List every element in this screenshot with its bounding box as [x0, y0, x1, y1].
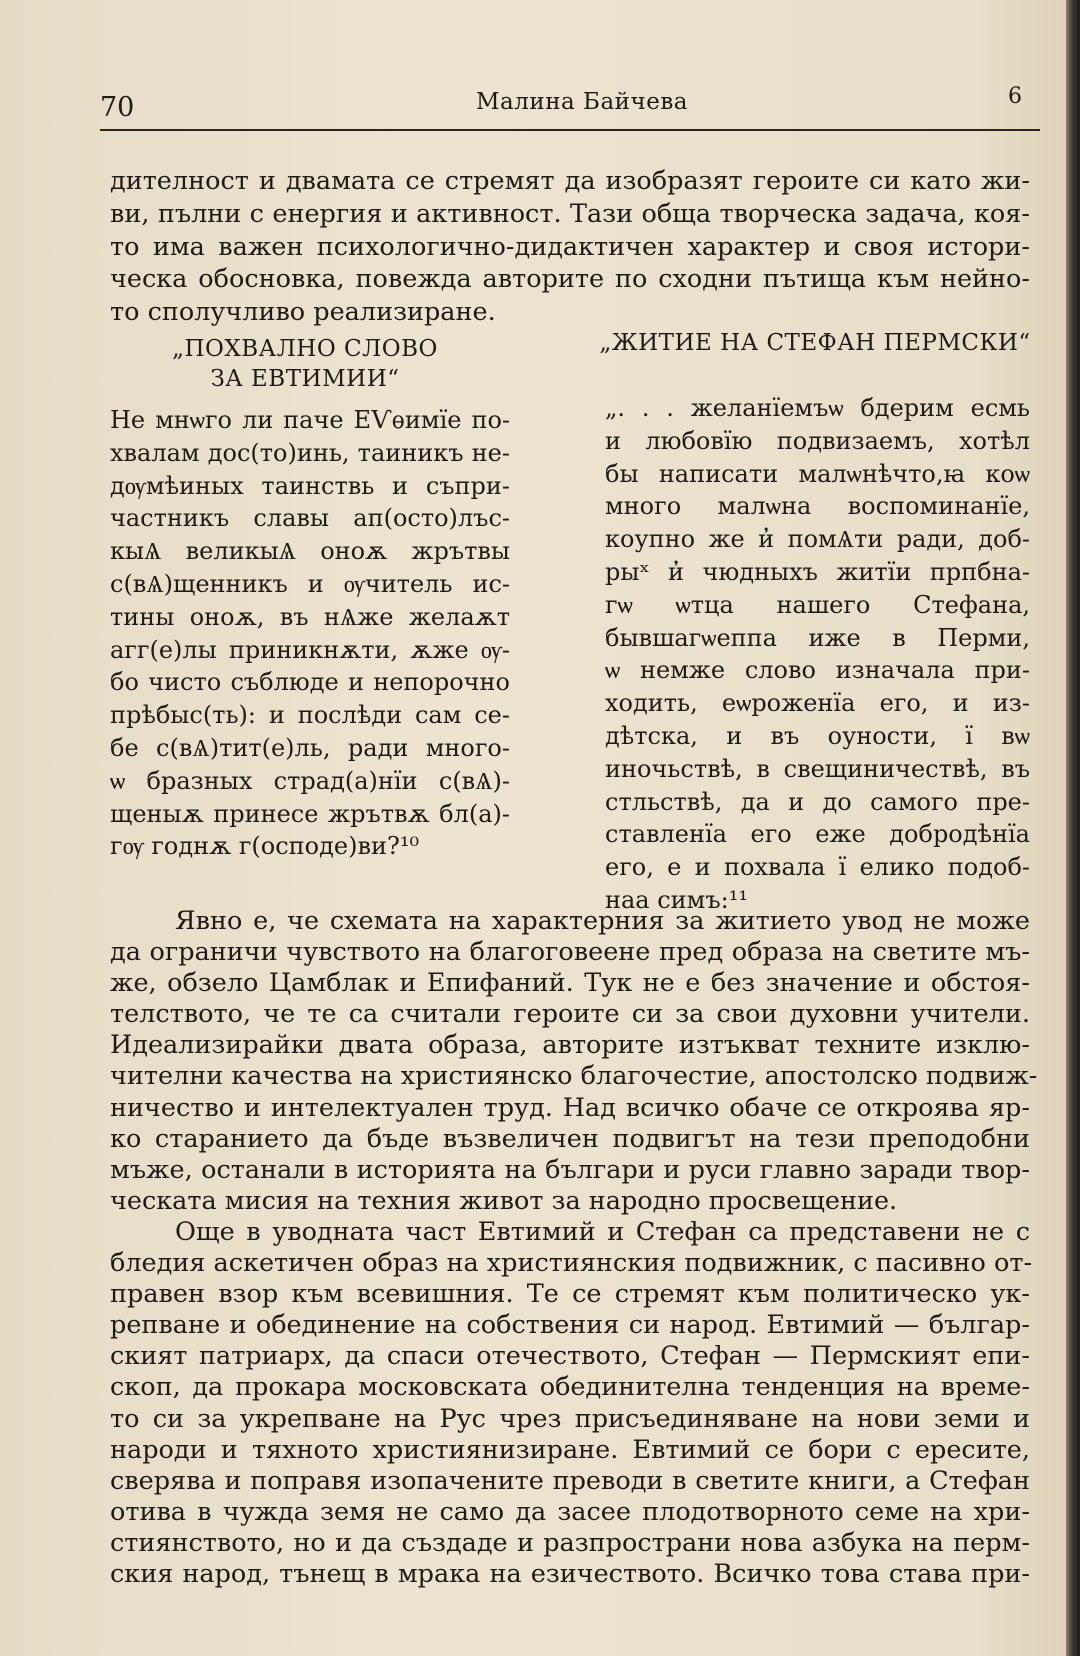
quote-line: стльствѣ, да и до самого пре-	[605, 787, 1030, 816]
text-line: телството, че те са считали героите си за свои духовни учители.	[110, 999, 1030, 1030]
quote-line: бо чисто съблюде и непорочно	[110, 668, 510, 697]
text-line: ко старанието да бъде възвеличен подвигът на тези преподобни	[110, 1123, 1030, 1154]
quote-line: дѹмѣиных таинствь и съпри-	[110, 471, 510, 500]
quote-line: ѡ немже слово изначала при-	[605, 656, 1030, 685]
text-line: ският патриарх, да спаси отечеството, Стефан — Пермският епи-	[110, 1341, 1030, 1372]
text-line: Идеализирайки двата образа, авторите изтъкват техните изклю-	[110, 1030, 1030, 1061]
quote-line: частникъ славы ап(осто)лъс-	[110, 504, 510, 533]
text-line: бледия аскетичен образ на християнския подвижник, с пасивно от-	[110, 1248, 1033, 1279]
quote-line: бы написати малѡнѣчто,ꙗ коѡ	[605, 459, 1030, 488]
running-head: Малина Байчева	[476, 89, 688, 115]
right-column-title	[595, 328, 1035, 358]
right-column-quote	[605, 392, 1030, 917]
quote-line: и любовїю подвизаемъ, хотѣл	[605, 426, 1030, 455]
text-line: же, обзело Цамблак и Епифаний. Тук не е без значение и обстоя-	[110, 968, 1030, 999]
quote-line: щеныѫ принесе жрътвѫ бл(а)-	[110, 799, 510, 828]
quote-line: агг(е)лы приникнѫти, ѫже ѹ-	[110, 635, 510, 664]
quote-line: тины оноѫ, въ нѦже желаѫт	[110, 602, 510, 631]
text-line: да ограничи чувството на благоговеене пред образа на светите мъ-	[110, 937, 1030, 968]
text-line: то си за укрепване на Рус чрез присъединяване на нови земи и	[110, 1403, 1030, 1434]
text-line: чителни качества на християнско благочестие, апостолско подвиж-	[110, 1061, 1038, 1092]
left-column-quote	[110, 404, 510, 863]
text-line: то сполучливо реализиране.	[110, 297, 496, 328]
text-line: Явно е, че схемата на характерния за житието увод не може	[175, 906, 1030, 936]
text-line: стиянството, но и да създаде и разпространи нова азбука на перм-	[110, 1527, 1030, 1558]
text-line: скоп, да прокара московската обединителна тенденция на време-	[110, 1372, 1030, 1403]
body-text	[110, 906, 1038, 1590]
text-line: мъже, останали в историята на българи и руси главно заради твор-	[110, 1154, 1030, 1185]
text-line: сверява и поправя изопачените преводи в светите книги, а Стефан	[110, 1465, 1030, 1496]
text-line: Още в уводната част Евтимий и Стефан са представени не с	[175, 1216, 1030, 1247]
quote-line: хвалам дос(то)инь, таиникъ не-	[110, 438, 510, 467]
page-number: 70	[100, 92, 135, 123]
quote-line: много малѡна воспоминанїе,	[605, 492, 1030, 521]
title-line: ЗА ЕВТИМИИ“	[210, 366, 400, 392]
text-line: ви, пълни с енергия и активност. Тази обща творческа задача, коя-	[110, 198, 1030, 229]
quote-line: коупно же и̓ помѦти ради, доб-	[605, 525, 1030, 554]
quote-line: кыѦ великыѦ оноѫ жрътвы	[110, 537, 510, 566]
gathering-mark: 6	[1008, 84, 1022, 109]
quote-line: ставленїа его еже добродѣнїа	[605, 820, 1030, 849]
left-column-title	[130, 334, 480, 394]
quote-line: ходить, еѡроженїа его, и из-	[605, 689, 1030, 718]
quote-line: иночьствѣ, в свещиничествѣ, въ	[605, 754, 1030, 783]
quote-line: его, е и похвала ї елико подоб-	[605, 853, 1030, 882]
page-header	[100, 84, 1050, 124]
text-line: отива в чужда земя не само да засее плодотворното семе на хри-	[110, 1496, 1030, 1527]
quote-line: ѡ бразных страд(а)нїи с(вѦ)-	[110, 766, 510, 795]
text-line: ческата мисия на техния живот за народно просвещение.	[110, 1185, 898, 1216]
text-line: ческа обосновка, повежда авторите по сходни пътища към нейно-	[110, 264, 1030, 295]
text-line: ничество и интелектуален труд. Над всичко обаче се откроява яр-	[110, 1092, 1030, 1123]
text-line: правен взор към всевишния. Те се стремят към политическо ук-	[110, 1279, 1030, 1310]
text-line: дителност и двамата се стремят да изобразят героите си като жи-	[110, 166, 1030, 196]
quote-line: гѡ ѡтца нашего Стефана,	[605, 590, 1030, 619]
quote-line: наа симъ:¹¹	[605, 885, 748, 914]
quote-line: рыˣ и̓ чюдныхъ житїи прпбна-	[605, 557, 1030, 586]
top-paragraph	[110, 165, 1030, 329]
header-rule	[100, 129, 1040, 131]
quote-line: с(вѦ)щенникъ и ѹчитель ис-	[110, 569, 510, 598]
quote-line: „. . . желанїемъѡ бдерим есмь	[605, 394, 1030, 422]
quote-line: гѹ годнѫ г(осподе)ви?¹⁰	[110, 832, 420, 861]
quote-line: Не мнѡго ли паче ЕѴѳимїе по-	[110, 406, 510, 434]
quote-line: дѣтска, и въ оуности, ї вѡ	[605, 721, 1030, 750]
text-line: ския народ, тънещ в мрака на езичеството. Всичко това става при-	[110, 1558, 1030, 1589]
text-line: то има важен психологично-дидактичен характер и своя истори-	[110, 231, 1030, 262]
quote-line: прѣбыс(ть): и послѣди сам се-	[110, 701, 510, 730]
page-binding-edge	[1066, 0, 1080, 1656]
title-line: „ПОХВАЛНО СЛОВО	[172, 336, 438, 362]
text-line: народи и тяхното християнизиране. Евтимий се бори с ересите,	[110, 1434, 1030, 1465]
title-line: „ЖИТИЕ НА СТЕФАН ПЕРМСКИ“	[599, 330, 1031, 356]
quote-line: бывшагѡеппа иже в Перми,	[605, 623, 1030, 652]
quote-line: бе с(вѦ)тит(е)ль, ради много-	[110, 733, 510, 762]
text-line: репване и обединение на собствения си народ. Евтимий — българ-	[110, 1310, 1030, 1341]
